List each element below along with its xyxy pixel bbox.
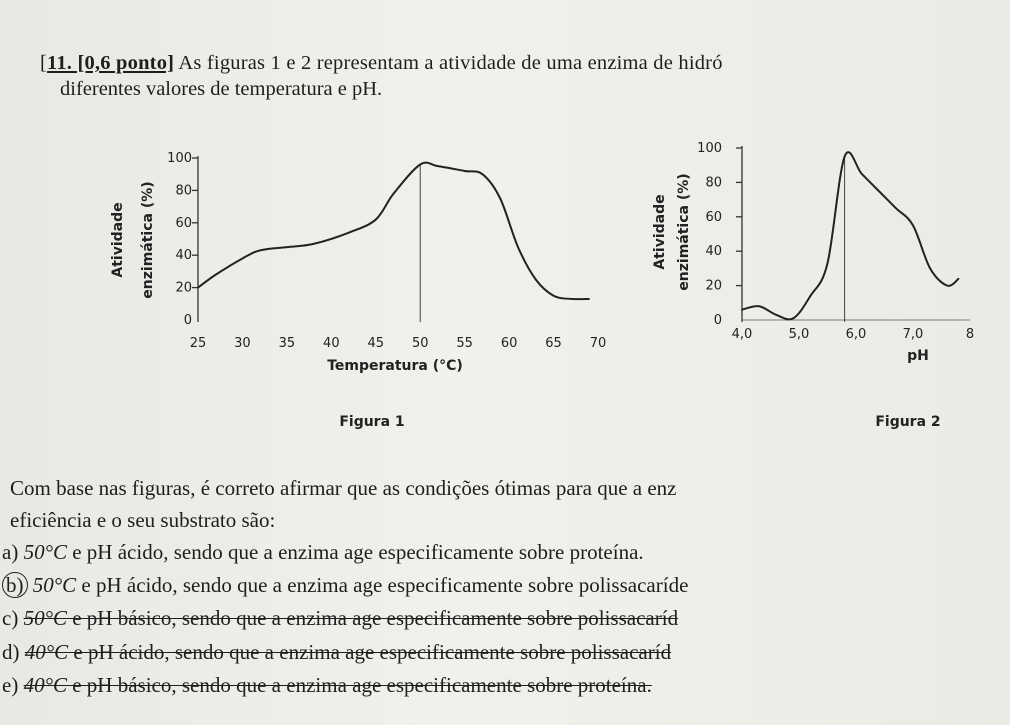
y-tick-label: 100: [697, 141, 722, 156]
data-point: [499, 198, 501, 200]
data-point: [482, 173, 484, 175]
data-point: [588, 298, 590, 300]
figure-caption: Figura 1: [339, 414, 405, 430]
x-tick-label: 45: [367, 336, 385, 351]
data-point: [313, 243, 315, 245]
option-e[interactable]: [2, 673, 652, 698]
x-tick-label: 55: [456, 336, 473, 351]
y-tick-label: 0: [183, 313, 192, 328]
option-d[interactable]: [2, 640, 671, 665]
y-axis-label: enzimática (%): [140, 181, 156, 299]
option-b[interactable]: [2, 573, 688, 598]
data-point: [844, 156, 846, 158]
option-letter: d): [2, 640, 20, 664]
figure-caption: Figura 2: [875, 414, 941, 430]
x-tick-label: 25: [189, 336, 207, 351]
y-tick-label: 20: [705, 278, 722, 294]
data-point: [741, 309, 743, 311]
x-tick-label: 4,0: [731, 327, 753, 342]
option-letter: c): [2, 606, 19, 630]
data-point: [861, 173, 863, 175]
x-axis-label: Temperatura (°C): [327, 358, 463, 374]
x-tick-label: 30: [234, 336, 251, 351]
option-text: e pH ácido, sendo que a enzima age especificamente sobre polissacaríd: [68, 640, 672, 664]
data-point: [895, 207, 897, 209]
y-tick-label: 80: [705, 175, 722, 191]
x-tick-label: 35: [278, 336, 296, 351]
x-tick-label: 7,0: [902, 327, 924, 342]
x-tick-label: 65: [545, 336, 562, 351]
option-letter: b): [2, 572, 28, 598]
y-tick-label: 100: [167, 151, 192, 166]
option-text: e pH ácido, sendo que a enzima age especificamente sobre proteína.: [66, 540, 644, 564]
data-point: [286, 246, 288, 248]
data-point: [827, 262, 829, 264]
data-point: [912, 225, 914, 227]
option-temperature: 50°C: [23, 606, 67, 630]
series-line: [198, 163, 589, 300]
data-point: [758, 305, 760, 307]
data-point: [464, 170, 466, 172]
option-a[interactable]: [2, 540, 644, 565]
prompt-line1: Com base nas figuras, é correto afirmar que as condições ótimas para que a enz: [10, 476, 677, 500]
option-text: e pH básico, sendo que a enzima age especificamente sobre proteína.: [66, 673, 652, 697]
y-tick-label: 0: [713, 313, 722, 328]
x-axis-label: pH: [907, 348, 929, 364]
data-point: [878, 190, 880, 192]
data-point: [793, 317, 795, 319]
y-axis-label: Atividade: [110, 202, 126, 278]
x-tick-label: 5,0: [788, 327, 810, 342]
y-tick-label: 20: [175, 280, 192, 296]
option-text: e pH básico, sendo que a enzima age especificamente sobre polissacaríd: [66, 606, 679, 630]
data-point: [437, 165, 439, 167]
bracket-mark: [: [40, 52, 48, 74]
x-tick-label: 60: [500, 336, 518, 351]
x-tick-label: 70: [589, 336, 607, 351]
data-point: [946, 285, 948, 287]
question-intro-line1: As figuras 1 e 2 representam a atividade de uma enzima de hidró: [178, 52, 723, 74]
data-point: [215, 274, 217, 276]
data-point: [348, 232, 350, 234]
figure-1: [110, 151, 606, 430]
y-tick-label: 40: [175, 248, 192, 264]
option-temperature: 40°C: [24, 640, 69, 664]
option-text: e pH ácido, sendo que a enzima age especificamente sobre polissacaríde: [76, 573, 689, 597]
option-c[interactable]: [2, 606, 678, 631]
data-point: [810, 295, 812, 297]
option-letter: e): [2, 673, 19, 697]
x-tick-label: 50: [411, 336, 429, 351]
data-point: [958, 278, 960, 280]
data-point: [393, 193, 395, 195]
data-point: [535, 279, 537, 281]
y-axis-label: Atividade: [652, 194, 668, 270]
data-point: [197, 287, 199, 289]
data-point: [375, 219, 377, 221]
data-point: [259, 250, 261, 252]
y-tick-label: 60: [705, 209, 722, 225]
question-intro-line2: diferentes valores de temperatura e pH.: [60, 78, 383, 100]
option-temperature: 50°C: [32, 573, 77, 597]
prompt-line2: eficiência e o seu substrato são:: [10, 508, 276, 532]
y-tick-label: 80: [175, 183, 192, 199]
data-point: [517, 246, 519, 248]
option-temperature: 50°C: [23, 540, 67, 564]
y-tick-label: 40: [705, 244, 722, 260]
data-point: [775, 314, 777, 316]
data-point: [571, 298, 573, 300]
data-point: [242, 258, 244, 260]
x-tick-label: 6,0: [845, 327, 867, 342]
data-point: [929, 268, 931, 270]
x-tick-label: 8: [965, 327, 975, 342]
option-temperature: 40°C: [23, 673, 67, 697]
x-tick-label: 40: [323, 336, 340, 351]
figure-2: [652, 141, 974, 430]
series-line: [742, 152, 959, 319]
data-point: [553, 295, 555, 297]
option-letter: a): [2, 540, 19, 564]
y-tick-label: 60: [175, 215, 192, 231]
y-axis-label: enzimática (%): [676, 173, 692, 291]
data-point: [419, 164, 421, 166]
question-number: 11. [0,6 ponto]: [47, 52, 175, 74]
